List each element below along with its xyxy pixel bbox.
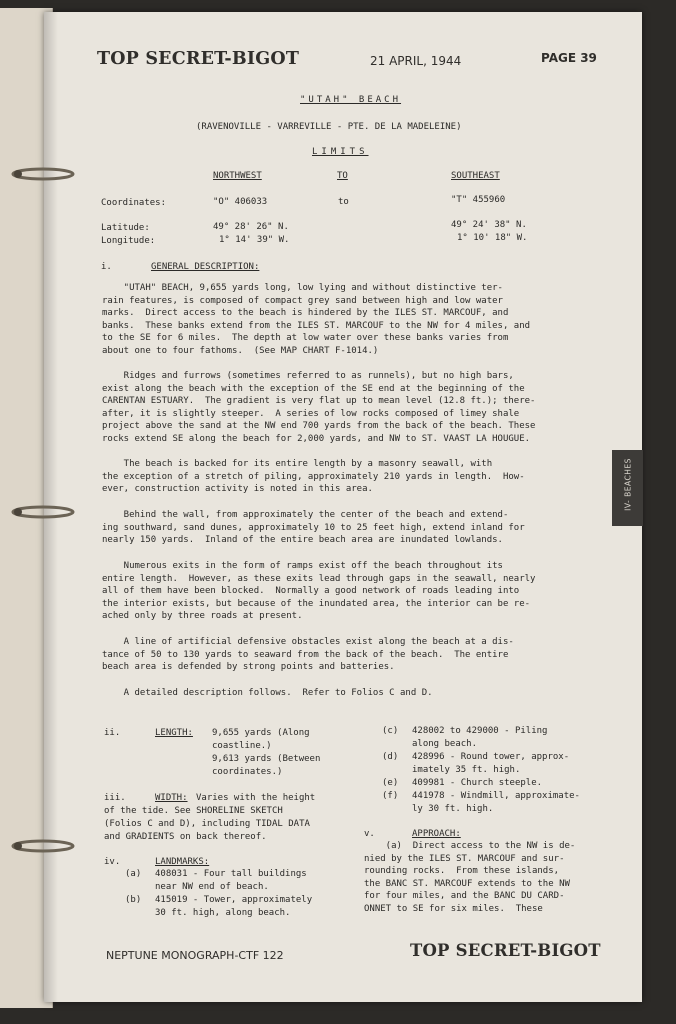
section-tab-label: IV- BEACHES bbox=[623, 458, 633, 511]
coordinates-northwest: "O" 406033 bbox=[213, 197, 268, 207]
section-i-heading: GENERAL DESCRIPTION: bbox=[151, 262, 260, 272]
landmark-text: along beach. bbox=[412, 739, 478, 749]
section-iii-number: iii. bbox=[104, 793, 126, 803]
general-description-paragraph: Behind the wall, from approximately the center of the beach and extend- ing southward, sand dunes, approximately 10 to 25 feet high, extend inland for nearly 150 yards. Inland of the entire beach area are inundated lowlands. bbox=[102, 510, 525, 546]
landmark-marker: (f) bbox=[382, 791, 399, 801]
coordinates-to: to bbox=[338, 197, 349, 207]
landmark-text: imately 35 ft. high. bbox=[412, 765, 521, 775]
column-southeast: SOUTHEAST bbox=[451, 171, 500, 181]
section-iv-number: iv. bbox=[104, 857, 121, 867]
landmark-text: 408031 - Four tall buildings bbox=[155, 869, 307, 879]
section-v-heading: APPROACH: bbox=[412, 829, 461, 839]
landmark-text: 428002 to 429000 - Piling bbox=[412, 726, 548, 736]
longitude-label: Longitude: bbox=[101, 236, 156, 246]
length-text: 9,613 yards (Between bbox=[212, 754, 321, 764]
general-description-paragraph: Ridges and furrows (sometimes referred to as runnels), but no high bars, exist along the beach with the exception of the SE end at the beginning of the CARENTAN ESTUARY. The gradient is very flat up to mean level (12.8 ft.); there- after, it is slightly steeper. A series of low rocks composed of limey shale project above the sand at the NW end 700 yards from the back of the beach. These rocks extend SE along the beach for 2,000 yards, and NW to ST. VAAST LA HOUGUE. bbox=[102, 371, 536, 444]
width-text: Varies with the height bbox=[196, 793, 316, 803]
coordinates-label: Coordinates: bbox=[101, 198, 167, 208]
coordinates-southeast: "T" 455960 bbox=[451, 195, 506, 205]
header-date: 21 APRIL, 1944 bbox=[370, 54, 462, 68]
binder-ring-icon bbox=[10, 838, 76, 854]
binder-ring-icon bbox=[10, 504, 76, 520]
section-i-number: i. bbox=[101, 262, 112, 272]
length-text: 9,655 yards (Along bbox=[212, 728, 310, 738]
section-ii-heading: LENGTH: bbox=[155, 728, 193, 738]
footer-monograph: NEPTUNE MONOGRAPH-CTF 122 bbox=[106, 949, 284, 962]
binder-ring-icon bbox=[10, 166, 76, 182]
general-description-paragraph: A line of artificial defensive obstacles exist along the beach at a dis- tance of 50 to 130 yards to seaward from the back of the beach. The entire beach area is defended by strong points and batteries. bbox=[102, 637, 514, 673]
landmark-text: ly 30 ft. high. bbox=[412, 804, 494, 814]
landmark-marker: (d) bbox=[382, 752, 399, 762]
longitude-southeast: 1° 10' 18" W. bbox=[457, 233, 528, 243]
general-description-paragraph: The beach is backed for its entire length by a masonry seawall, with the exception of a stretch of piling, approximately 210 yards in length. How- ever, construction activity is noted in this area. bbox=[102, 459, 525, 495]
general-description-paragraph: "UTAH" BEACH, 9,655 yards long, low lying and without distinctive ter- rain features, is composed of compact grey sand between high and low water marks. Direct access to the beach is hindered by the ILES ST. MARCOUF, and banks. These banks extend from the ILES ST. MARCOUF to the NW for 4 miles, and to the SE for 6 miles. The depth at low water over these banks varies from about one to four fathoms. (See MAP CHART F-1014.) bbox=[102, 283, 531, 356]
section-iii-heading: WIDTH: bbox=[155, 793, 188, 803]
width-text: and GRADIENTS on back thereof. bbox=[104, 832, 267, 842]
general-description-paragraph: Numerous exits in the form of ramps exist off the beach throughout its entire length. However, as these exits lead through gaps in the seawall, nearly all of them have been blocked. Normally a good network of roads leading into the interior exists, but because of the inundated area, the interior can be re- ached only by three roads at present. bbox=[102, 561, 536, 622]
column-to: TO bbox=[337, 171, 348, 181]
latitude-southeast: 49° 24' 38" N. bbox=[451, 220, 527, 230]
section-iv-heading: LANDMARKS: bbox=[155, 857, 210, 867]
width-text: (Folios C and D), including TIDAL DATA bbox=[104, 819, 310, 829]
length-text: coastline.) bbox=[212, 741, 272, 751]
landmark-text: 415019 - Tower, approximately bbox=[155, 895, 313, 905]
landmark-marker: (b) bbox=[125, 895, 142, 905]
document-title: "UTAH" BEACH bbox=[300, 95, 402, 105]
landmark-marker: (e) bbox=[382, 778, 399, 788]
landmark-text: 428996 - Round tower, approx- bbox=[412, 752, 570, 762]
longitude-northwest: 1° 14' 39" W. bbox=[219, 235, 290, 245]
landmark-marker: (a) bbox=[125, 869, 142, 879]
header-page-number: PAGE 39 bbox=[541, 51, 597, 65]
section-ii-number: ii. bbox=[104, 728, 121, 738]
section-tab[interactable] bbox=[612, 450, 643, 526]
landmark-text: near NW end of beach. bbox=[155, 882, 269, 892]
document-subtitle: (RAVENOVILLE - VARREVILLE - PTE. DE LA MADELEINE) bbox=[196, 122, 462, 132]
latitude-label: Latitude: bbox=[101, 223, 150, 233]
column-northwest: NORTHWEST bbox=[213, 171, 262, 181]
width-text: of the tide. See SHORELINE SKETCH bbox=[104, 806, 283, 816]
landmark-text: 441978 - Windmill, approximate- bbox=[412, 791, 580, 801]
approach-text: (a) Direct access to the NW is de- nied by the ILES ST. MARCOUF and sur- rounding rocks. From these islands, the BANC ST. MARCOUF extends to the NW for four miles, and the BANC DU CARD- ONNET to SE for six miles. These bbox=[364, 841, 576, 914]
header-classification: TOP SECRET-BIGOT bbox=[97, 49, 300, 69]
footer-classification: TOP SECRET-BIGOT bbox=[410, 941, 601, 960]
general-description-paragraph: A detailed description follows. Refer to Folios C and D. bbox=[102, 688, 433, 698]
landmark-marker: (c) bbox=[382, 726, 399, 736]
landmark-text: 409981 - Church steeple. bbox=[412, 778, 543, 788]
latitude-northwest: 49° 28' 26" N. bbox=[213, 222, 289, 232]
landmark-text: 30 ft. high, along beach. bbox=[155, 908, 291, 918]
length-text: coordinates.) bbox=[212, 767, 283, 777]
limits-heading: LIMITS bbox=[312, 147, 369, 157]
section-v-number: v. bbox=[364, 829, 375, 839]
